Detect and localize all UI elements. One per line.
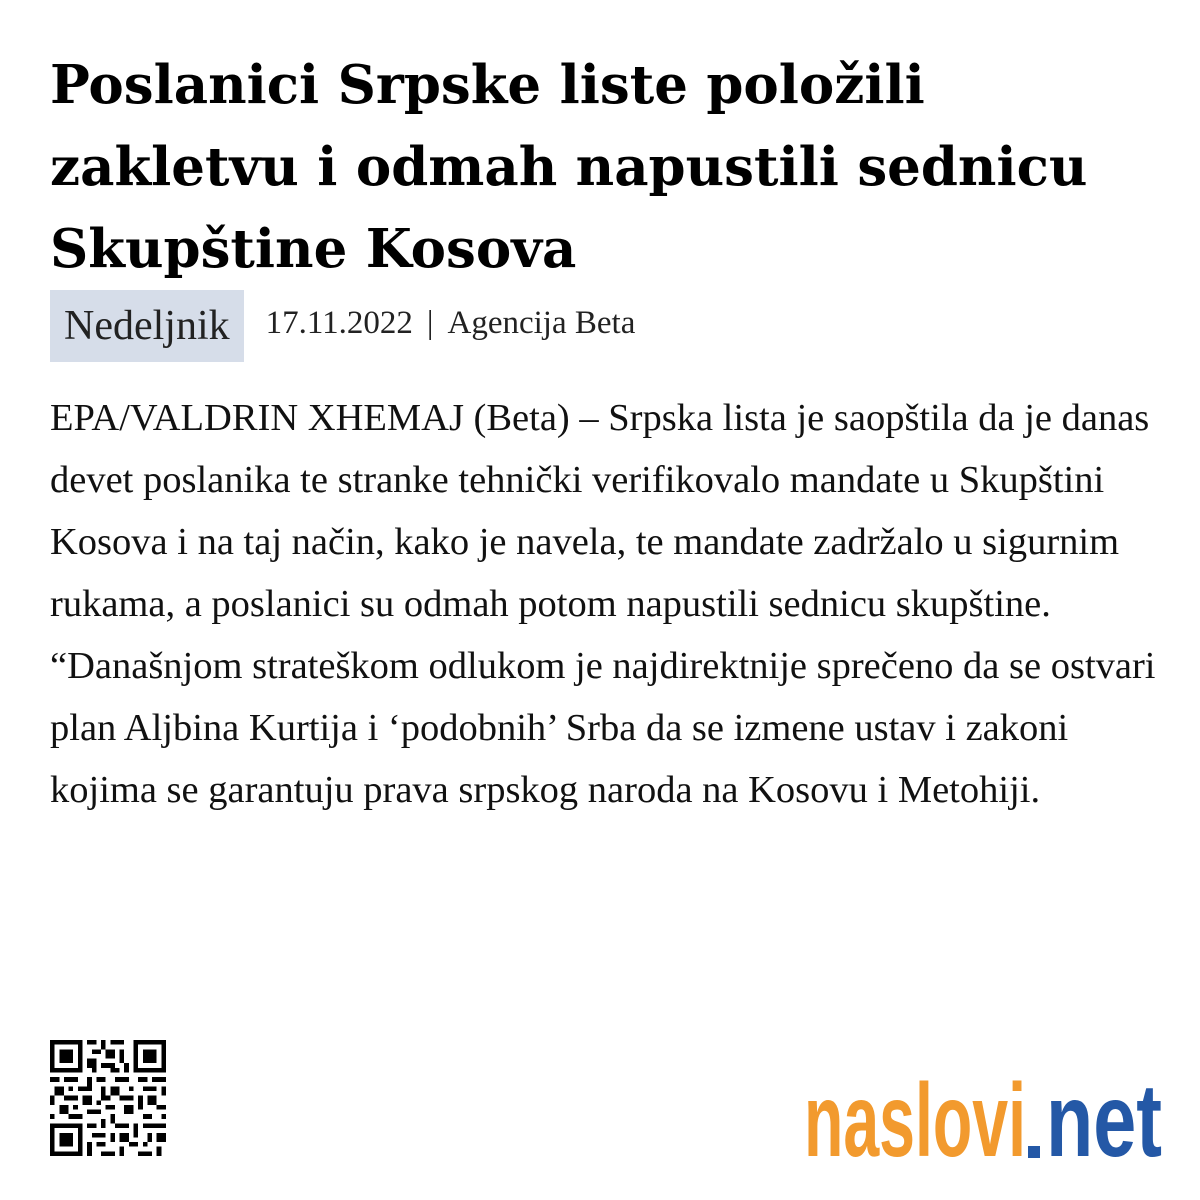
article-body: EPA/VALDRIN XHEMAJ (Beta) – Srpska lista je saopštila da je danas devet poslanika te stranke tehnički verifikovalo mandate u Skupštini Kosova i na taj način, kako je navela, te mandate zadržalo u sigurnim rukama, a poslanici su odmah potom napustili sednicu skupštine. “Današnjom strateškom odlukom je najdirektnije sprečeno da se ostvari plan Aljbina Kurtija i ‘podobnih’ Srba da se izmene ustav i zakoni kojima se garantuju prava srpskog naroda na Kosovu i Metohiji. <box>50 397 1156 811</box>
publish-date: 17.11.2022 <box>265 304 413 341</box>
meta-info <box>266 305 636 342</box>
qr-code-icon[interactable] <box>50 1040 166 1156</box>
svg-text:naslovi: naslovi <box>804 1063 1026 1170</box>
article-meta <box>50 290 635 362</box>
article-title: Poslanici Srpske liste položili zakletvu i odmah napustili sednicu Skupštine Kosova <box>50 54 1088 280</box>
source-badge[interactable]: Nedeljnik <box>50 290 244 362</box>
article-author: Agencija Beta <box>447 304 636 341</box>
meta-separator: | <box>426 304 434 341</box>
naslovi-logo[interactable] <box>804 1060 1164 1170</box>
svg-text:net: net <box>1046 1063 1162 1170</box>
